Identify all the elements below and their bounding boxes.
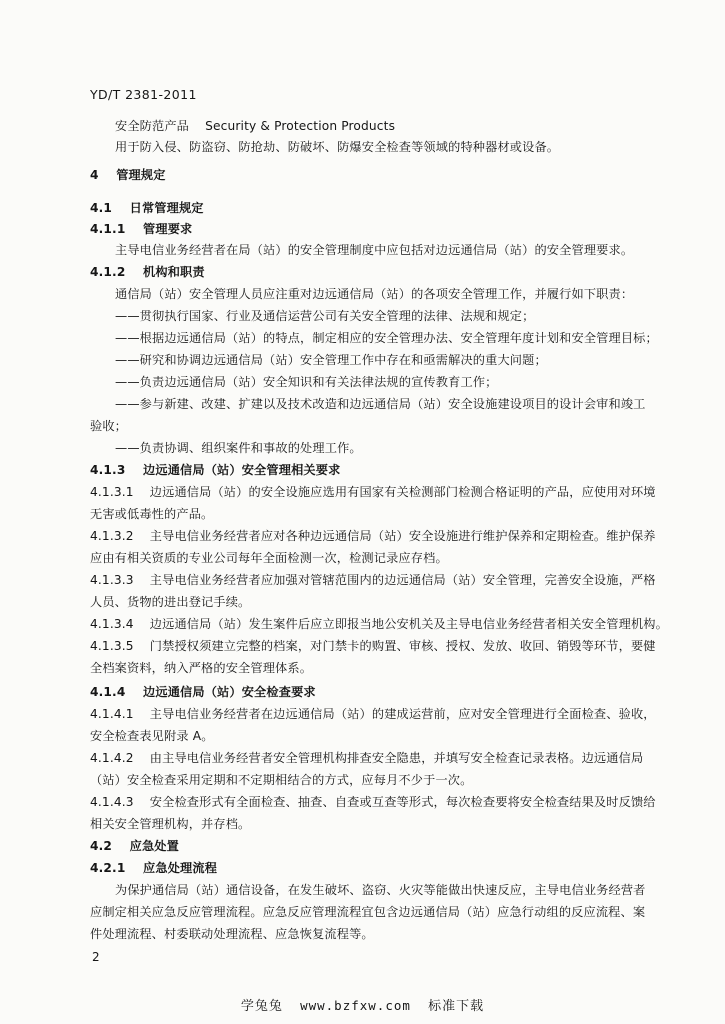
- paragraph-line: 件处理流程、村委联动处理流程、应急恢复流程等。: [90, 927, 374, 941]
- clause-line: 4.1.4.1 主导电信业务经营者在边远通信局（站）的建成运营前，应对安全管理进行全面检查、验收，: [90, 707, 656, 721]
- section-heading: 4 管理规定: [90, 168, 166, 182]
- clause-line: 4.1.3.4 边远通信局（站）发生案件后应立即报当地公安机关及主导电信业务经营者相关安全管理机构。: [90, 617, 668, 631]
- footer-tagline: 标准下载: [428, 999, 485, 1014]
- list-item: ——负责边远通信局（站）安全知识和有关法律法规的宣传教育工作；: [115, 375, 498, 389]
- list-item: ——负责协调、组织案件和事故的处理工作。: [115, 441, 362, 455]
- list-item: ——贯彻执行国家、行业及通信运营公司有关安全管理的法律、法规和规定；: [115, 309, 535, 323]
- section-heading: 4.1.1 管理要求: [90, 222, 193, 236]
- footer-site-link[interactable]: www.bzfxw.com: [300, 998, 411, 1013]
- paragraph-line: 主导电信业务经营者在局（站）的安全管理制度中应包括对边远通信局（站）的安全管理要求。: [115, 243, 634, 257]
- clause-line: 应由有相关资质的专业公司每年全面检测一次，检测记录应存档。: [90, 551, 448, 565]
- section-heading: 4.1.2 机构和职责: [90, 265, 205, 279]
- document-code: YD/T 2381-2011: [90, 87, 197, 102]
- list-item: ——研究和协调边远通信局（站）安全管理工作中存在和亟需解决的重大问题；: [115, 353, 547, 367]
- clause-line: 4.1.3.2 主导电信业务经营者应对各种边远通信局（站）安全设施进行维护保养和定期检查。维护保养: [90, 529, 656, 543]
- paragraph-line: 通信局（站）安全管理人员应注重对边远通信局（站）的各项安全管理工作，并履行如下职责：: [115, 287, 634, 301]
- section-heading: 4.1.3 边远通信局（站）安全管理相关要求: [90, 463, 341, 477]
- section-heading: 4.1 日常管理规定: [90, 201, 204, 215]
- term-definition: 用于防入侵、防盗窃、防抢劫、防破坏、防爆安全检查等领域的特种器材或设备。: [115, 140, 560, 154]
- paragraph-line: 应制定相关应急反应管理流程。应急反应管理流程宜包含边远通信局（站）应急行动组的反应流程、案: [90, 905, 646, 919]
- clause-line: 4.1.4.3 安全检查形式有全面检查、抽查、自查或互查等形式，每次检查要将安全检查结果及时反馈给: [90, 795, 656, 809]
- clause-line: 无害或低毒性的产品。: [90, 507, 214, 521]
- paragraph-line: 为保护通信局（站）通信设备，在发生破坏、盗窃、火灾等能做出快速反应，主导电信业务经营者: [115, 883, 646, 897]
- page-number: 2: [92, 950, 100, 964]
- download-footer: [0, 995, 725, 1014]
- clause-line: 4.1.3.5 门禁授权须建立完整的档案，对门禁卡的购置、审核、授权、发放、收回、销毁等环节，要健: [90, 639, 656, 653]
- clause-line: （站）安全检查采用定期和不定期相结合的方式，应每月不少于一次。: [90, 773, 473, 787]
- section-heading: 4.2.1 应急处理流程: [90, 861, 218, 875]
- clause-line: 4.1.3.3 主导电信业务经营者应加强对管辖范围内的边远通信局（站）安全管理，完善安全设施，严格: [90, 573, 656, 587]
- list-item: ——根据边远通信局（站）的特点，制定相应的安全管理办法、安全管理年度计划和安全管理目标；: [115, 331, 658, 345]
- clause-line: 4.1.4.2 由主导电信业务经营者安全管理机构排查安全隐患，并填写安全检查记录表格。边远通信局: [90, 751, 644, 765]
- clause-line: 安全检查表见附录 A。: [90, 729, 214, 743]
- footer-brand: 学兔兔: [240, 999, 283, 1014]
- clause-line: 4.1.3.1 边远通信局（站）的安全设施应选用有国家有关检测部门检测合格证明的产品，应使用对环境: [90, 485, 656, 499]
- list-item: ——参与新建、改建、扩建以及技术改造和边远通信局（站）安全设施建设项目的设计会审和竣工: [115, 397, 646, 411]
- term-title: 安全防范产品 Security & Protection Products: [115, 119, 396, 133]
- clause-line: 人员、货物的进出登记手续。: [90, 595, 251, 609]
- clause-line: 相关安全管理机构，并存档。: [90, 817, 251, 831]
- section-heading: 4.2 应急处置: [90, 839, 179, 853]
- clause-line: 全档案资料，纳入严格的安全管理体系。: [90, 661, 313, 675]
- list-item-continuation: 验收；: [90, 419, 128, 433]
- section-heading: 4.1.4 边远通信局（站）安全检查要求: [90, 685, 316, 699]
